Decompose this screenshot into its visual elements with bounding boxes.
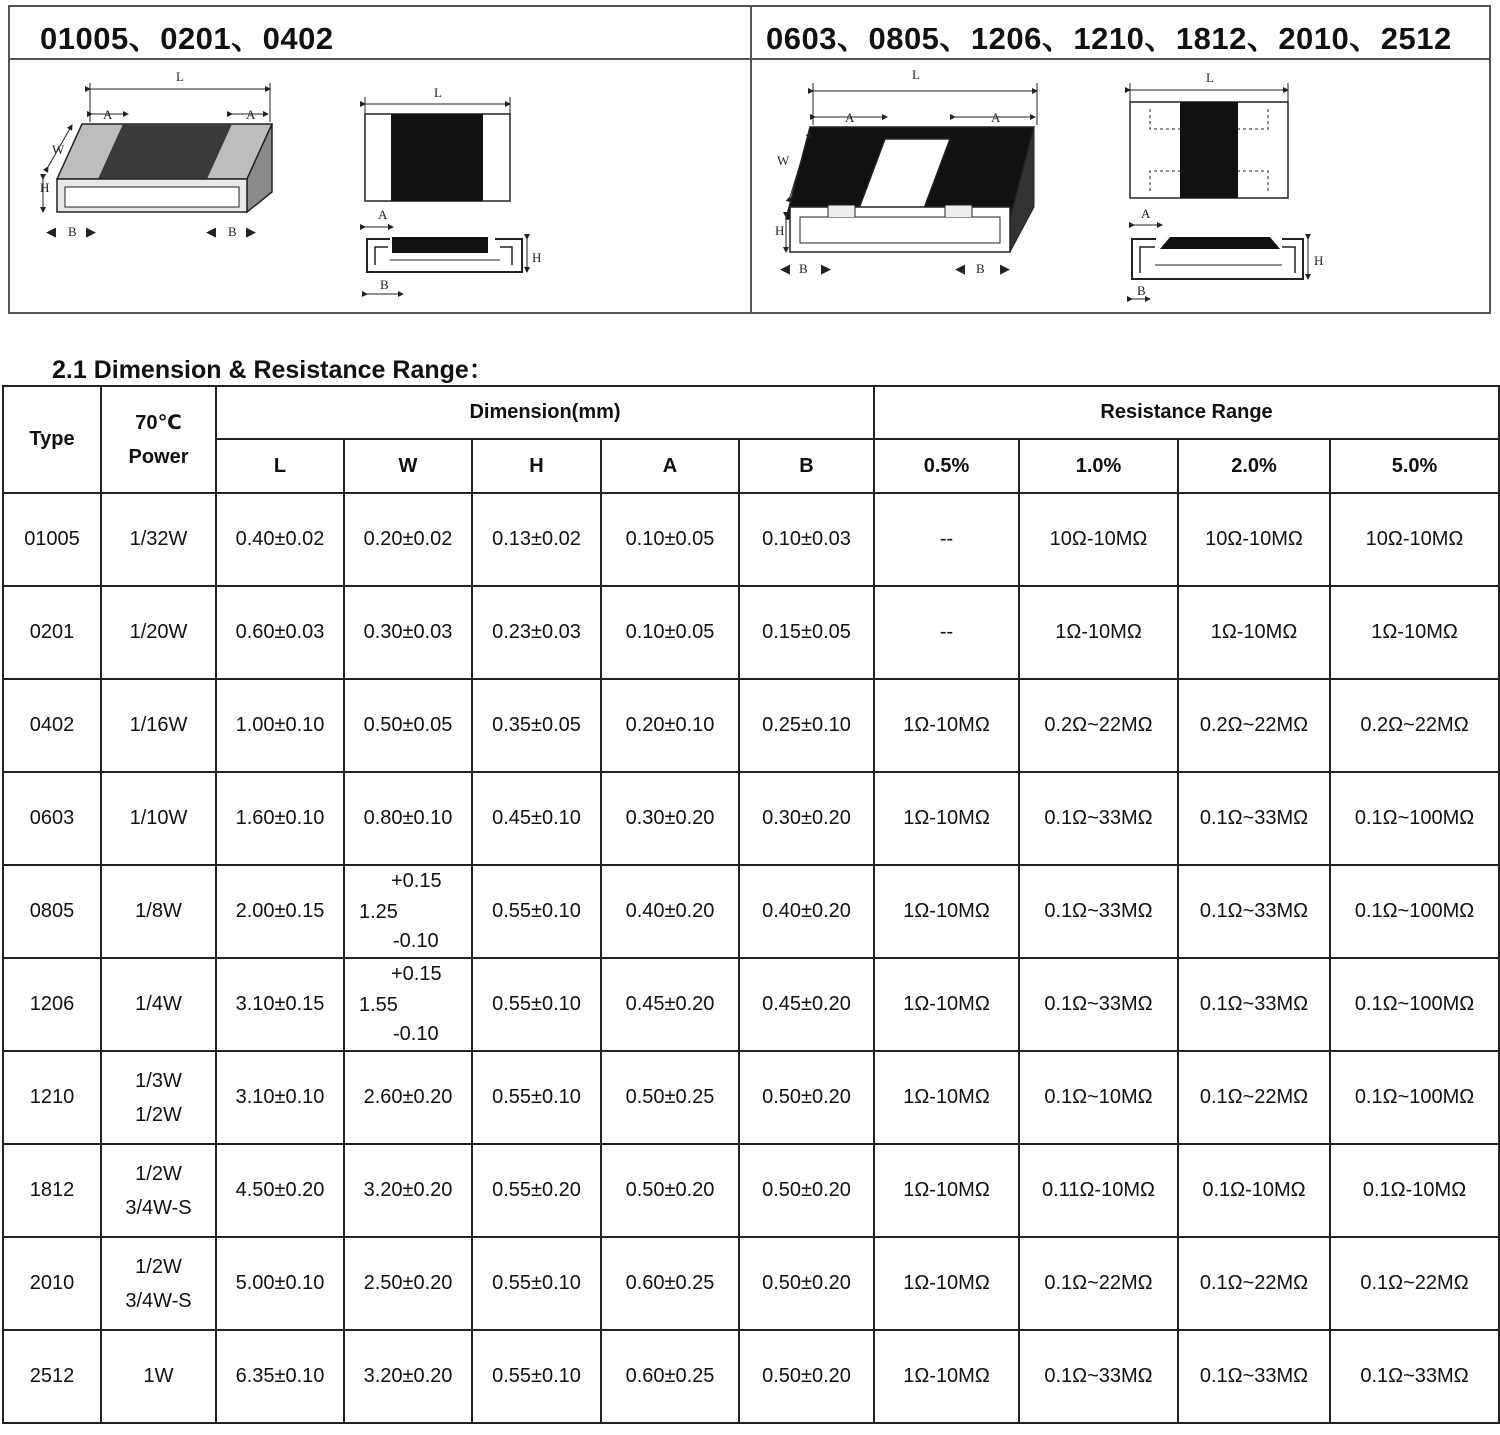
cell-L: 4.50±0.20 <box>216 1144 344 1237</box>
arrow-glyph: ▶ <box>246 224 256 239</box>
cell-type: 0805 <box>3 865 101 958</box>
cell-res-1-0: 0.2Ω~22MΩ <box>1019 679 1178 772</box>
header-dimension: Dimension(mm) <box>216 386 874 439</box>
chip-resistor-drawings <box>10 7 1493 316</box>
cell-res-1-0: 0.1Ω~33MΩ <box>1019 958 1178 1051</box>
cell-A: 0.30±0.20 <box>601 772 739 865</box>
cell-res-5-0: 0.1Ω-10MΩ <box>1330 1144 1499 1237</box>
header-dim-A: A <box>601 439 739 493</box>
label-H: H <box>40 180 50 195</box>
cell-power: 1/8W <box>101 865 216 958</box>
table-row <box>3 586 1499 679</box>
header-dim-H: H <box>472 439 601 493</box>
label-H: H <box>775 223 785 238</box>
dimension-resistance-table <box>2 385 1500 1424</box>
cell-H: 0.13±0.02 <box>472 493 601 586</box>
cell-res-5-0: 0.1Ω~100MΩ <box>1330 1051 1499 1144</box>
cell-type: 0603 <box>3 772 101 865</box>
large-chip-side-view <box>1132 206 1323 299</box>
cell-res-5-0: 0.1Ω~33MΩ <box>1330 1330 1499 1423</box>
small-chip-3d-drawing <box>40 69 272 239</box>
label-B: B <box>1137 283 1146 298</box>
cell-H: 0.35±0.05 <box>472 679 601 772</box>
cell-W: 0.20±0.02 <box>344 493 472 586</box>
table-row <box>3 1051 1499 1144</box>
header-tol-2-0: 2.0% <box>1178 439 1330 493</box>
label-H: H <box>1314 253 1324 268</box>
cell-H: 0.23±0.03 <box>472 586 601 679</box>
label-L: L <box>434 85 442 100</box>
cell-A: 0.60±0.25 <box>601 1237 739 1330</box>
label-A: A <box>845 110 855 125</box>
header-dim-W: W <box>344 439 472 493</box>
cell-A: 0.45±0.20 <box>601 958 739 1051</box>
cell-W: 0.50±0.05 <box>344 679 472 772</box>
label-A: A <box>378 207 388 222</box>
cell-res-5-0: 0.1Ω~100MΩ <box>1330 772 1499 865</box>
cell-res-0-5: -- <box>874 493 1019 586</box>
cell-res-2-0: 0.2Ω~22MΩ <box>1178 679 1330 772</box>
cell-res-5-0: 0.1Ω~100MΩ <box>1330 865 1499 958</box>
power-line: 3/4W-S <box>125 1289 192 1312</box>
dimension-diagram-panel <box>8 5 1491 314</box>
power-line: 3/4W-S <box>125 1196 192 1219</box>
cell-B: 0.10±0.03 <box>739 493 874 586</box>
cell-res-0-5: 1Ω-10MΩ <box>874 1237 1019 1330</box>
cell-power: 1W <box>101 1330 216 1423</box>
cell-B: 0.50±0.20 <box>739 1330 874 1423</box>
cell-power: 1/20W <box>101 586 216 679</box>
cell-res-1-0: 0.1Ω~33MΩ <box>1019 1330 1178 1423</box>
cell-res-2-0: 10Ω-10MΩ <box>1178 493 1330 586</box>
cell-type: 1206 <box>3 958 101 1051</box>
cell-res-1-0: 1Ω-10MΩ <box>1019 586 1178 679</box>
cell-H: 0.55±0.10 <box>472 865 601 958</box>
cell-res-0-5: -- <box>874 586 1019 679</box>
header-power-temp: 70℃ <box>135 411 182 434</box>
cell-res-5-0: 0.1Ω~22MΩ <box>1330 1237 1499 1330</box>
cell-A: 0.20±0.10 <box>601 679 739 772</box>
header-dim-L: L <box>216 439 344 493</box>
cell-B: 0.45±0.20 <box>739 958 874 1051</box>
w-tolerance-minus: -0.10 <box>393 1023 439 1045</box>
header-tol-5-0: 5.0% <box>1330 439 1499 493</box>
cell-res-0-5: 1Ω-10MΩ <box>874 1330 1019 1423</box>
cell-W: 0.80±0.10 <box>344 772 472 865</box>
label-A: A <box>991 110 1001 125</box>
cell-B: 0.30±0.20 <box>739 772 874 865</box>
arrow-glyph: ▶ <box>821 261 831 276</box>
label-B: B <box>799 261 808 276</box>
cell-A: 0.10±0.05 <box>601 493 739 586</box>
cell-res-0-5: 1Ω-10MΩ <box>874 1051 1019 1144</box>
label-B: B <box>68 224 77 239</box>
cell-res-0-5: 1Ω-10MΩ <box>874 679 1019 772</box>
cell-W: 3.20±0.20 <box>344 1144 472 1237</box>
cell-res-2-0: 0.1Ω~33MΩ <box>1178 958 1330 1051</box>
cell-power: 1/10W <box>101 772 216 865</box>
power-line: 1/2W <box>135 1103 182 1126</box>
w-tolerance-minus: -0.10 <box>393 930 439 952</box>
cell-H: 0.55±0.10 <box>472 1051 601 1144</box>
table-row <box>3 1330 1499 1423</box>
arrow-glyph: ◀ <box>780 261 790 276</box>
cell-res-1-0: 0.1Ω~22MΩ <box>1019 1237 1178 1330</box>
header-resistance-range: Resistance Range <box>874 386 1499 439</box>
w-tolerance-plus: +0.15 <box>391 870 442 892</box>
cell-res-2-0: 0.1Ω~33MΩ <box>1178 865 1330 958</box>
cell-res-2-0: 0.1Ω-10MΩ <box>1178 1144 1330 1237</box>
power-line: 1/2W <box>135 1255 182 1278</box>
cell-W: 2.60±0.20 <box>344 1051 472 1144</box>
table-row <box>3 958 1499 1051</box>
cell-res-5-0: 1Ω-10MΩ <box>1330 586 1499 679</box>
cell-L: 1.60±0.10 <box>216 772 344 865</box>
arrow-glyph: ▶ <box>1000 261 1010 276</box>
cell-A: 0.40±0.20 <box>601 865 739 958</box>
cell-A: 0.50±0.20 <box>601 1144 739 1237</box>
power-line: 1/2W <box>135 1162 182 1185</box>
cell-type: 2512 <box>3 1330 101 1423</box>
label-L: L <box>176 69 184 84</box>
label-A: A <box>246 107 256 122</box>
cell-power <box>101 1237 216 1330</box>
cell-power <box>101 1144 216 1237</box>
cell-A: 0.50±0.25 <box>601 1051 739 1144</box>
cell-B: 0.50±0.20 <box>739 1237 874 1330</box>
cell-B: 0.25±0.10 <box>739 679 874 772</box>
header-tol-0-5: 0.5% <box>874 439 1019 493</box>
cell-L: 3.10±0.10 <box>216 1051 344 1144</box>
cell-res-1-0: 0.11Ω-10MΩ <box>1019 1144 1178 1237</box>
cell-L: 1.00±0.10 <box>216 679 344 772</box>
cell-res-1-0: 0.1Ω~33MΩ <box>1019 772 1178 865</box>
cell-res-1-0: 0.1Ω~33MΩ <box>1019 865 1178 958</box>
cell-L: 5.00±0.10 <box>216 1237 344 1330</box>
cell-B: 0.50±0.20 <box>739 1051 874 1144</box>
cell-L: 3.10±0.15 <box>216 958 344 1051</box>
cell-res-1-0: 10Ω-10MΩ <box>1019 493 1178 586</box>
cell-power: 1/4W <box>101 958 216 1051</box>
cell-type: 1812 <box>3 1144 101 1237</box>
cell-power <box>101 1051 216 1144</box>
cell-res-0-5: 1Ω-10MΩ <box>874 772 1019 865</box>
small-sizes-title: 01005、0201、0402 <box>40 21 334 56</box>
header-power-label: Power <box>128 445 189 468</box>
cell-power: 1/32W <box>101 493 216 586</box>
cell-H: 0.55±0.20 <box>472 1144 601 1237</box>
cell-H: 0.55±0.10 <box>472 958 601 1051</box>
cell-res-2-0: 0.1Ω~22MΩ <box>1178 1051 1330 1144</box>
arrow-glyph: ◀ <box>46 224 56 239</box>
cell-type: 0201 <box>3 586 101 679</box>
cell-res-0-5: 1Ω-10MΩ <box>874 1144 1019 1237</box>
large-chip-3d-drawing <box>775 67 1037 276</box>
label-A: A <box>103 107 113 122</box>
cell-res-2-0: 0.1Ω~22MΩ <box>1178 1237 1330 1330</box>
header-type: Type <box>3 386 101 493</box>
cell-A: 0.10±0.05 <box>601 586 739 679</box>
cell-res-2-0: 0.1Ω~33MΩ <box>1178 772 1330 865</box>
cell-W <box>344 865 472 958</box>
cell-W: 2.50±0.20 <box>344 1237 472 1330</box>
cell-type: 1210 <box>3 1051 101 1144</box>
table-row <box>3 772 1499 865</box>
cell-res-5-0: 10Ω-10MΩ <box>1330 493 1499 586</box>
cell-L: 0.40±0.02 <box>216 493 344 586</box>
cell-A: 0.60±0.25 <box>601 1330 739 1423</box>
cell-res-2-0: 0.1Ω~33MΩ <box>1178 1330 1330 1423</box>
cell-res-1-0: 0.1Ω~10MΩ <box>1019 1051 1178 1144</box>
cell-res-5-0: 0.2Ω~22MΩ <box>1330 679 1499 772</box>
label-W: W <box>777 153 790 168</box>
section-title: 2.1 Dimension & Resistance Range： <box>52 356 494 384</box>
arrow-glyph: ▶ <box>86 224 96 239</box>
cell-L: 0.60±0.03 <box>216 586 344 679</box>
table-row <box>3 679 1499 772</box>
cell-type: 0402 <box>3 679 101 772</box>
cell-H: 0.45±0.10 <box>472 772 601 865</box>
w-tolerance-plus: +0.15 <box>391 963 442 985</box>
table-row <box>3 1144 1499 1237</box>
arrow-glyph: ◀ <box>206 224 216 239</box>
table-row <box>3 493 1499 586</box>
label-B: B <box>380 277 389 292</box>
label-B: B <box>228 224 237 239</box>
header-dim-B: B <box>739 439 874 493</box>
cell-type: 2010 <box>3 1237 101 1330</box>
label-W: W <box>52 142 65 157</box>
cell-res-5-0: 0.1Ω~100MΩ <box>1330 958 1499 1051</box>
label-L: L <box>1206 70 1214 85</box>
label-L: L <box>912 67 920 82</box>
table-row <box>3 865 1499 958</box>
cell-power: 1/16W <box>101 679 216 772</box>
cell-H: 0.55±0.10 <box>472 1237 601 1330</box>
cell-res-0-5: 1Ω-10MΩ <box>874 865 1019 958</box>
header-power <box>101 386 216 493</box>
label-H: H <box>532 250 542 265</box>
cell-B: 0.40±0.20 <box>739 865 874 958</box>
arrow-glyph: ◀ <box>955 261 965 276</box>
label-B: B <box>976 261 985 276</box>
cell-type: 01005 <box>3 493 101 586</box>
cell-W <box>344 958 472 1051</box>
power-line: 1/3W <box>135 1069 182 1092</box>
header-tol-1-0: 1.0% <box>1019 439 1178 493</box>
table-row <box>3 1237 1499 1330</box>
large-sizes-title: 0603、0805、1206、1210、1812、2010、2512 <box>766 21 1452 56</box>
cell-B: 0.50±0.20 <box>739 1144 874 1237</box>
label-A: A <box>1141 206 1151 221</box>
w-nominal: 1.55 <box>359 994 398 1016</box>
cell-L: 2.00±0.15 <box>216 865 344 958</box>
large-chip-top-view <box>1130 70 1288 198</box>
cell-W: 3.20±0.20 <box>344 1330 472 1423</box>
cell-L: 6.35±0.10 <box>216 1330 344 1423</box>
w-nominal: 1.25 <box>359 901 398 923</box>
cell-res-2-0: 1Ω-10MΩ <box>1178 586 1330 679</box>
cell-W: 0.30±0.03 <box>344 586 472 679</box>
cell-res-0-5: 1Ω-10MΩ <box>874 958 1019 1051</box>
small-chip-top-view <box>365 85 510 201</box>
small-chip-side-view <box>365 207 541 294</box>
cell-H: 0.55±0.10 <box>472 1330 601 1423</box>
cell-B: 0.15±0.05 <box>739 586 874 679</box>
